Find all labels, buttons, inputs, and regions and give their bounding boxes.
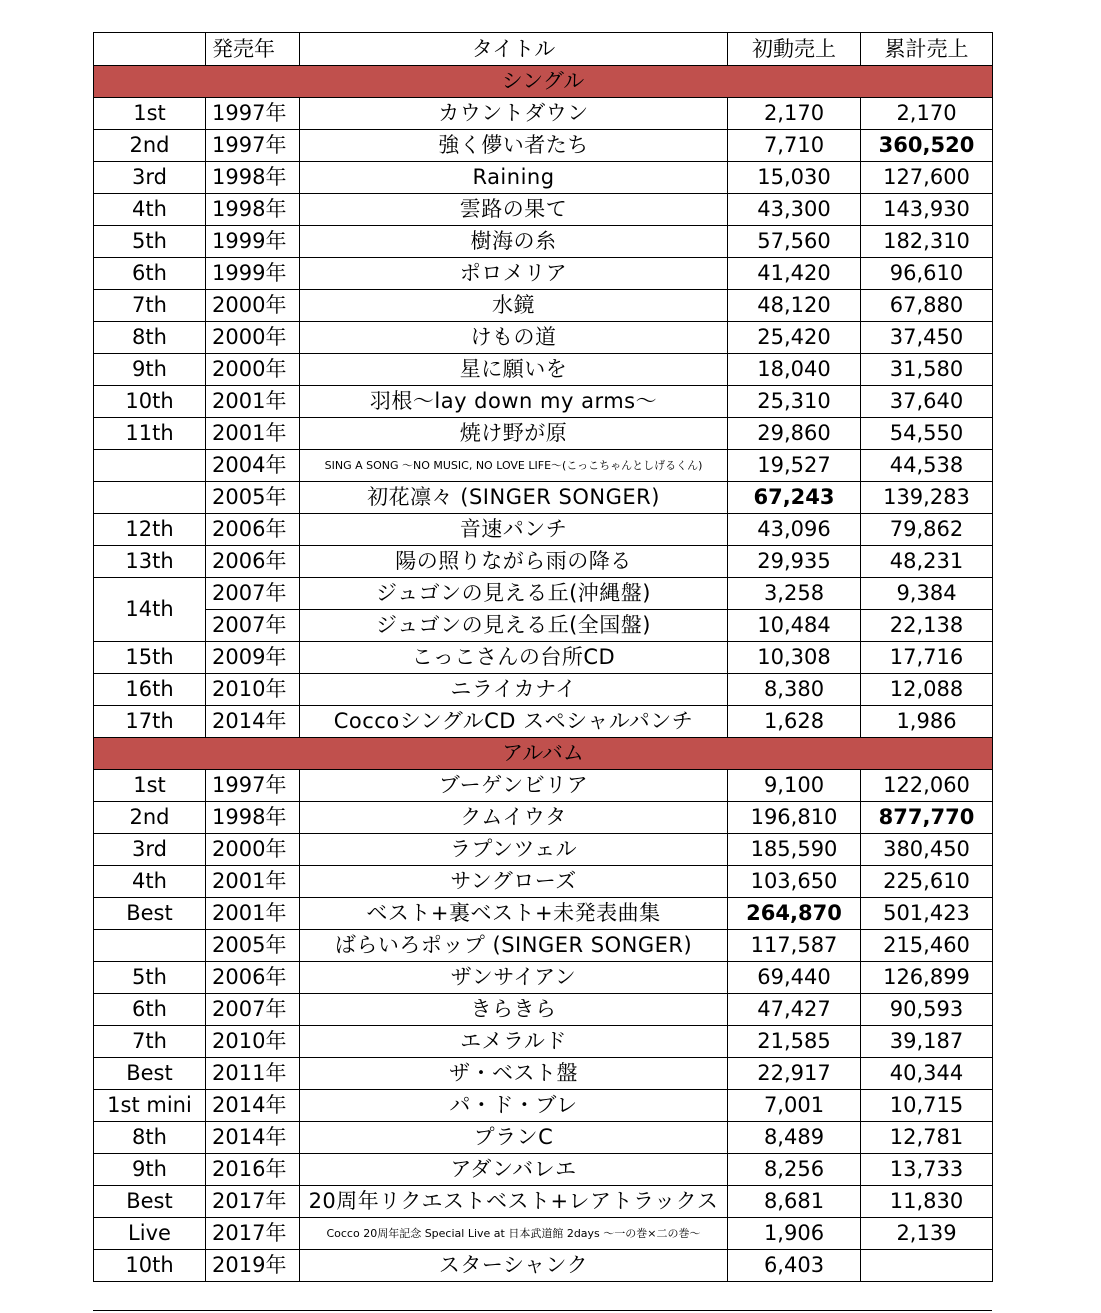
release-number: 4th [94, 866, 206, 898]
first-week-sales: 43,096 [728, 514, 861, 546]
release-number [94, 450, 206, 482]
release-title: Cocco 20周年記念 Special Live at 日本武道館 2days ～一の巻×二の巻～ [300, 1218, 728, 1250]
release-title: アダンバレエ [300, 1154, 728, 1186]
total-sales: 54,550 [861, 418, 993, 450]
release-number: 16th [94, 674, 206, 706]
section-label: シングル [94, 66, 993, 98]
release-title: 星に願いを [300, 354, 728, 386]
release-year: 2007年 [206, 994, 300, 1026]
table-row [94, 418, 993, 450]
release-year: 2005年 [206, 482, 300, 514]
first-week-sales: 25,420 [728, 322, 861, 354]
release-title: ニライカナイ [300, 674, 728, 706]
first-week-sales: 1,628 [728, 706, 861, 738]
release-year: 2006年 [206, 546, 300, 578]
first-week-sales: 6,403 [728, 1250, 861, 1282]
section-header-row [94, 738, 993, 770]
release-title: ベスト+裏ベスト+未発表曲集 [300, 898, 728, 930]
first-week-sales: 1,906 [728, 1218, 861, 1250]
total-sales: 1,986 [861, 706, 993, 738]
total-sales: 12,781 [861, 1122, 993, 1154]
table-row [94, 482, 993, 514]
table-row [94, 674, 993, 706]
release-title: ジュゴンの見える丘(全国盤) [300, 610, 728, 642]
release-number: 10th [94, 1250, 206, 1282]
first-week-sales: 196,810 [728, 802, 861, 834]
release-number: 6th [94, 258, 206, 290]
release-year: 2005年 [206, 930, 300, 962]
first-week-sales: 8,256 [728, 1154, 861, 1186]
total-sales: 143,930 [861, 194, 993, 226]
first-week-sales: 103,650 [728, 866, 861, 898]
header-first-sales: 初動売上 [728, 33, 861, 66]
first-week-sales: 25,310 [728, 386, 861, 418]
release-number: 3rd [94, 834, 206, 866]
first-week-sales: 185,590 [728, 834, 861, 866]
table-row [94, 130, 993, 162]
bottom-divider [93, 1310, 992, 1311]
release-title: ばらいろポップ (SINGER SONGER) [300, 930, 728, 962]
release-title: 音速パンチ [300, 514, 728, 546]
release-year: 1997年 [206, 98, 300, 130]
first-week-sales: 29,935 [728, 546, 861, 578]
total-sales: 40,344 [861, 1058, 993, 1090]
release-number: Best [94, 1058, 206, 1090]
total-sales [861, 1250, 993, 1282]
table-row [94, 354, 993, 386]
total-sales: 2,170 [861, 98, 993, 130]
release-year: 2009年 [206, 642, 300, 674]
table-row [94, 770, 993, 802]
release-year: 2017年 [206, 1186, 300, 1218]
total-sales: 10,715 [861, 1090, 993, 1122]
first-week-sales: 8,681 [728, 1186, 861, 1218]
first-week-sales: 8,489 [728, 1122, 861, 1154]
release-year: 1998年 [206, 162, 300, 194]
table-row [94, 1026, 993, 1058]
first-week-sales: 22,917 [728, 1058, 861, 1090]
release-year: 2001年 [206, 898, 300, 930]
total-sales: 48,231 [861, 546, 993, 578]
release-number: 1st mini [94, 1090, 206, 1122]
release-number: Best [94, 1186, 206, 1218]
table-row [94, 578, 993, 610]
release-title: ザ・ベスト盤 [300, 1058, 728, 1090]
first-week-sales: 48,120 [728, 290, 861, 322]
release-number: 1st [94, 98, 206, 130]
total-sales: 877,770 [861, 802, 993, 834]
release-year: 1999年 [206, 258, 300, 290]
total-sales: 9,384 [861, 578, 993, 610]
header-no [94, 33, 206, 66]
release-title: こっこさんの台所CD [300, 642, 728, 674]
total-sales: 182,310 [861, 226, 993, 258]
total-sales: 127,600 [861, 162, 993, 194]
table-row [94, 194, 993, 226]
release-year: 2014年 [206, 1090, 300, 1122]
header-year: 発売年 [206, 33, 300, 66]
release-title: プランC [300, 1122, 728, 1154]
release-number: 17th [94, 706, 206, 738]
release-title: 雲路の果て [300, 194, 728, 226]
release-number: 2nd [94, 802, 206, 834]
total-sales: 90,593 [861, 994, 993, 1026]
release-number: Live [94, 1218, 206, 1250]
first-week-sales: 41,420 [728, 258, 861, 290]
release-year: 2010年 [206, 1026, 300, 1058]
first-week-sales: 19,527 [728, 450, 861, 482]
total-sales: 501,423 [861, 898, 993, 930]
release-year: 2014年 [206, 1122, 300, 1154]
table-row [94, 1122, 993, 1154]
table-body [94, 66, 993, 1282]
release-number: Best [94, 898, 206, 930]
release-number: 7th [94, 1026, 206, 1058]
first-week-sales: 7,001 [728, 1090, 861, 1122]
release-number: 8th [94, 322, 206, 354]
table-row [94, 610, 993, 642]
table-row [94, 162, 993, 194]
total-sales: 79,862 [861, 514, 993, 546]
release-title: 焼け野が原 [300, 418, 728, 450]
first-week-sales: 10,484 [728, 610, 861, 642]
total-sales: 44,538 [861, 450, 993, 482]
release-year: 1998年 [206, 802, 300, 834]
table-row [94, 322, 993, 354]
table-row [94, 290, 993, 322]
header-row [94, 33, 993, 66]
header-total-sales: 累計売上 [861, 33, 993, 66]
release-year: 2006年 [206, 514, 300, 546]
release-number: 12th [94, 514, 206, 546]
total-sales: 22,138 [861, 610, 993, 642]
table-row [94, 706, 993, 738]
release-number [94, 930, 206, 962]
release-year: 2001年 [206, 418, 300, 450]
release-number: 13th [94, 546, 206, 578]
table-row [94, 226, 993, 258]
release-year: 1998年 [206, 194, 300, 226]
first-week-sales: 3,258 [728, 578, 861, 610]
first-week-sales: 47,427 [728, 994, 861, 1026]
total-sales: 360,520 [861, 130, 993, 162]
table-row [94, 1090, 993, 1122]
release-number: 2nd [94, 130, 206, 162]
table-row [94, 994, 993, 1026]
release-year: 2007年 [206, 610, 300, 642]
first-week-sales: 7,710 [728, 130, 861, 162]
release-number: 15th [94, 642, 206, 674]
total-sales: 2,139 [861, 1218, 993, 1250]
release-title: ポロメリア [300, 258, 728, 290]
total-sales: 31,580 [861, 354, 993, 386]
release-title: クムイウタ [300, 802, 728, 834]
total-sales: 37,640 [861, 386, 993, 418]
first-week-sales: 18,040 [728, 354, 861, 386]
first-week-sales: 2,170 [728, 98, 861, 130]
first-week-sales: 264,870 [728, 898, 861, 930]
table-row [94, 514, 993, 546]
first-week-sales: 10,308 [728, 642, 861, 674]
release-year: 2019年 [206, 1250, 300, 1282]
section-header-row [94, 66, 993, 98]
release-year: 1999年 [206, 226, 300, 258]
release-year: 2000年 [206, 354, 300, 386]
first-week-sales: 69,440 [728, 962, 861, 994]
table-row [94, 1250, 993, 1282]
release-year: 2014年 [206, 706, 300, 738]
release-year: 2016年 [206, 1154, 300, 1186]
total-sales: 17,716 [861, 642, 993, 674]
table-row [94, 1218, 993, 1250]
sales-sheet [93, 32, 992, 1282]
table-row [94, 802, 993, 834]
total-sales: 39,187 [861, 1026, 993, 1058]
release-year: 2000年 [206, 834, 300, 866]
table-row [94, 546, 993, 578]
release-title: きらきら [300, 994, 728, 1026]
total-sales: 11,830 [861, 1186, 993, 1218]
total-sales: 126,899 [861, 962, 993, 994]
release-title: 羽根～lay down my arms～ [300, 386, 728, 418]
release-year: 1997年 [206, 130, 300, 162]
table-row [94, 450, 993, 482]
release-year: 1997年 [206, 770, 300, 802]
sales-table [93, 32, 993, 1282]
table-row [94, 386, 993, 418]
first-week-sales: 21,585 [728, 1026, 861, 1058]
table-row [94, 642, 993, 674]
release-number: 8th [94, 1122, 206, 1154]
release-year: 2001年 [206, 386, 300, 418]
total-sales: 37,450 [861, 322, 993, 354]
release-title: 樹海の糸 [300, 226, 728, 258]
release-number: 10th [94, 386, 206, 418]
release-title: けもの道 [300, 322, 728, 354]
table-row [94, 1058, 993, 1090]
release-number: 14th [94, 578, 206, 642]
first-week-sales: 8,380 [728, 674, 861, 706]
table-row [94, 1154, 993, 1186]
release-year: 2007年 [206, 578, 300, 610]
first-week-sales: 67,243 [728, 482, 861, 514]
release-number: 6th [94, 994, 206, 1026]
release-number: 3rd [94, 162, 206, 194]
first-week-sales: 15,030 [728, 162, 861, 194]
total-sales: 122,060 [861, 770, 993, 802]
release-title: 陽の照りながら雨の降る [300, 546, 728, 578]
release-number: 4th [94, 194, 206, 226]
first-week-sales: 117,587 [728, 930, 861, 962]
total-sales: 225,610 [861, 866, 993, 898]
release-year: 2010年 [206, 674, 300, 706]
release-title: カウントダウン [300, 98, 728, 130]
release-number: 1st [94, 770, 206, 802]
table-row [94, 962, 993, 994]
release-title: ブーゲンビリア [300, 770, 728, 802]
table-row [94, 834, 993, 866]
release-title: サングローズ [300, 866, 728, 898]
total-sales: 12,088 [861, 674, 993, 706]
release-number: 11th [94, 418, 206, 450]
release-year: 2011年 [206, 1058, 300, 1090]
release-year: 2000年 [206, 290, 300, 322]
section-label: アルバム [94, 738, 993, 770]
release-number [94, 482, 206, 514]
release-title: Raining [300, 162, 728, 194]
total-sales: 215,460 [861, 930, 993, 962]
first-week-sales: 43,300 [728, 194, 861, 226]
first-week-sales: 57,560 [728, 226, 861, 258]
table-row [94, 98, 993, 130]
release-title: 強く儚い者たち [300, 130, 728, 162]
table-row [94, 866, 993, 898]
release-number: 9th [94, 1154, 206, 1186]
release-year: 2001年 [206, 866, 300, 898]
release-title: エメラルド [300, 1026, 728, 1058]
total-sales: 67,880 [861, 290, 993, 322]
total-sales: 96,610 [861, 258, 993, 290]
first-week-sales: 9,100 [728, 770, 861, 802]
release-number: 7th [94, 290, 206, 322]
release-year: 2000年 [206, 322, 300, 354]
release-title: スターシャンク [300, 1250, 728, 1282]
release-year: 2006年 [206, 962, 300, 994]
total-sales: 13,733 [861, 1154, 993, 1186]
release-title: CoccoシングルCD スペシャルパンチ [300, 706, 728, 738]
release-year: 2017年 [206, 1218, 300, 1250]
table-row [94, 930, 993, 962]
first-week-sales: 29,860 [728, 418, 861, 450]
release-title: SING A SONG ～NO MUSIC, NO LOVE LIFE～(こっこちゃんとしげるくん) [300, 450, 728, 482]
table-row [94, 1186, 993, 1218]
release-year: 2004年 [206, 450, 300, 482]
total-sales: 380,450 [861, 834, 993, 866]
total-sales: 139,283 [861, 482, 993, 514]
release-title: パ・ド・ブレ [300, 1090, 728, 1122]
table-row [94, 898, 993, 930]
header-title: タイトル [300, 33, 728, 66]
release-title: 20周年リクエストベスト+レアトラックス [300, 1186, 728, 1218]
release-title: 水鏡 [300, 290, 728, 322]
release-number: 5th [94, 226, 206, 258]
release-title: ジュゴンの見える丘(沖縄盤) [300, 578, 728, 610]
release-title: ラプンツェル [300, 834, 728, 866]
release-title: ザンサイアン [300, 962, 728, 994]
table-row [94, 258, 993, 290]
release-number: 9th [94, 354, 206, 386]
release-number: 5th [94, 962, 206, 994]
release-title: 初花凛々 (SINGER SONGER) [300, 482, 728, 514]
